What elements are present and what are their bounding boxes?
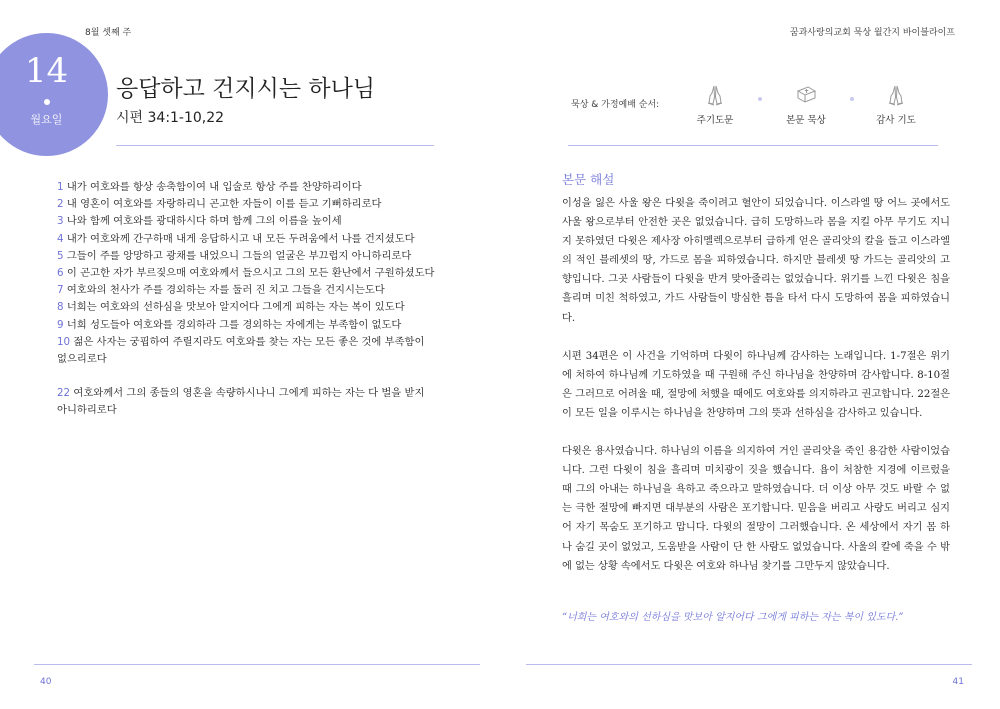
verse-text: 나와 함께 여호와를 광대하시다 하며 함께 그의 이름을 높이세 (66, 215, 342, 228)
praying-hands-icon (703, 83, 727, 107)
verse-number: 2 (57, 198, 64, 211)
verse-number: 8 (57, 301, 64, 314)
verse (57, 265, 435, 282)
running-header-publication: 꿈과사랑의교회 묵상 월간지 바이블라이프 (789, 28, 955, 38)
bible-icon (794, 83, 818, 107)
verse-number: 3 (57, 215, 64, 228)
verse-number: 22 (57, 387, 71, 400)
worship-step-label: 감사 기도 (876, 115, 916, 126)
running-header-week: 8월 셋째 주 (85, 28, 132, 38)
worship-order-divider (568, 145, 938, 146)
commentary-paragraph: 다윗은 용사였습니다. 하나님의 이름을 의지하여 거인 골리앗을 죽인 용감한 사람이었습니다. 그런 다윗이 침을 흘리며 미치광이 짓을 했습니다. 욥이 처참한 지경에 이르렀을 때 그의 아내는 하나님을 욕하고 죽으라고 말하였습니다. 더 이상 아무 것도 바랄 수 없는 극한 절망에 빠지면 대부분의 사람은 포기합니다. 믿음을 버리고 사랑도 버리고 심지어 자기 목숨도 포기하고 맙니다. 다윗의 절망이 그러했습니다. 온 세상에서 자기 몸 하나 숨길 곳이 없었고, 도움받을 사람이 단 한 사람도 없었습니다. 사울의 칼에 죽을 수 밖에 없는 상황 속에서도 다윗은 여호와 하나님 찾기를 그만두지 않았습니다. (562, 446, 950, 572)
verse-text: 내가 여호와께 간구하매 내게 응답하시고 내 모든 두려움에서 나를 건지셨도다 (66, 232, 415, 245)
worship-step-thanksgiving (856, 83, 936, 126)
page-title: 응답하고 건지시는 하나님 (116, 76, 376, 102)
verse (57, 231, 435, 248)
worship-step-lords-prayer (675, 83, 755, 126)
verse-text: 이 곤고한 자가 부르짖으매 여호와께서 들으시고 그의 모든 환난에서 구원하셨도다 (66, 267, 435, 280)
commentary-paragraph: 시편 34편은 이 사건을 기억하며 다윗이 하나님께 감사하는 노래입니다. 1-7절은 위기에 처하여 하나님께 기도하였을 때 구원해 주신 하나님을 찬양하며 감사합니다. 8-10절은 그러므로 어려울 때, 절망에 처했을 때에도 여호와를 의지하라고 권고합니다. 22절은 이 모든 일을 이루시는 하나님을 찬양하며 그의 뜻과 선하심을 감사하고 있습니다. (562, 350, 950, 419)
verse-number: 4 (57, 232, 64, 245)
verse-text: 너희 성도들아 여호와를 경외하라 그를 경외하는 자에게는 부족함이 없도다 (66, 318, 402, 331)
weekday-label: 월요일 (30, 113, 63, 126)
verse-text: 내가 여호와를 항상 송축함이여 내 입술로 항상 주를 찬양하리이다 (66, 181, 362, 193)
verse-text: 너희는 여호와의 선하심을 맛보아 알지어다 그에게 피하는 자는 복이 있도다 (66, 301, 405, 314)
footer-rule-left (34, 664, 480, 665)
verse-text: 여호와의 천사가 주를 경외하는 자를 둘러 진 치고 그들을 건지시는도다 (66, 284, 385, 297)
verse-number: 7 (57, 284, 64, 297)
verse-text: 그들이 주를 앙망하고 광채를 내었으니 그들의 얼굴은 부끄럽지 아니하리로다 (66, 249, 412, 262)
worship-step-meditation (766, 83, 846, 126)
closing-quote: “너희는 여호와의 선하심을 맛보아 알지어다 그에게 피하는 자는 복이 있도다.” (562, 612, 904, 623)
verse-text: 내 영혼이 여호와를 자랑하리니 곤고한 자들이 이를 듣고 기뻐하리로다 (66, 198, 382, 211)
verse (57, 334, 435, 368)
verse-number: 10 (57, 335, 71, 348)
verse-number: 5 (57, 249, 64, 262)
verse-text: 젊은 사자는 궁핍하여 주릴지라도 여호와를 찾는 자는 모든 좋은 것에 부족함이 없으리로다 (57, 335, 425, 366)
page-number-right: 41 (952, 677, 964, 687)
verse-text: 여호와께서 그의 종들의 영혼을 속량하시나니 그에게 피하는 자는 다 벌을 받지 아니하리로다 (57, 387, 425, 417)
verse (57, 196, 435, 213)
date-badge (0, 33, 108, 156)
verse-number: 9 (57, 318, 64, 331)
verse (57, 317, 435, 334)
page-number-left: 40 (40, 677, 52, 687)
verse-gap (57, 368, 435, 385)
praying-hands-icon (884, 83, 908, 107)
date-dot (44, 99, 50, 105)
verse-number: 6 (57, 267, 64, 280)
commentary-body (562, 194, 950, 595)
scripture-text (57, 179, 435, 420)
footer-rule-right (526, 664, 972, 665)
worship-step-label: 본문 묵상 (786, 115, 826, 126)
step-separator-dot (758, 97, 762, 101)
worship-order-label: 묵상 & 가정예배 순서: (571, 100, 660, 110)
verse (57, 248, 435, 265)
verse-number: 1 (57, 181, 64, 193)
commentary-heading: 본문 해설 (562, 172, 615, 187)
verse (57, 213, 435, 230)
commentary-paragraph: 이성을 잃은 사울 왕은 다윗을 죽이려고 혈안이 되었습니다. 이스라엘 땅 어느 곳에서도 사울 왕으로부터 안전한 곳은 없었습니다. 급히 도망하느라 몸을 지킬 아무 무기도 지니지 못하였던 다윗은 제사장 아히멜렉으로부터 급하게 얻은 골리앗의 칼을 들고 이스라엘의 적인 블레셋의 땅, 가드로 몸을 피하였습니다. 하지만 블레셋 땅 가드는 골리앗의 고향입니다. 그곳 사람들이 다윗을 반겨 맞아줄리는 없었습니다. 위기를 느낀 다윗은 침을 흘리며 미친 척하였고, 가드 사람들이 방심한 틈을 타서 다시 도망하여 몸을 피하였습니다. (562, 198, 950, 324)
title-divider (116, 145, 434, 146)
verse (57, 179, 435, 196)
step-separator-dot (850, 97, 854, 101)
worship-step-label: 주기도문 (696, 115, 734, 126)
verse (57, 385, 435, 419)
day-number: 14 (24, 51, 69, 91)
verse (57, 299, 435, 316)
scripture-reference: 시편 34:1-10,22 (116, 110, 225, 126)
verse (57, 282, 435, 299)
